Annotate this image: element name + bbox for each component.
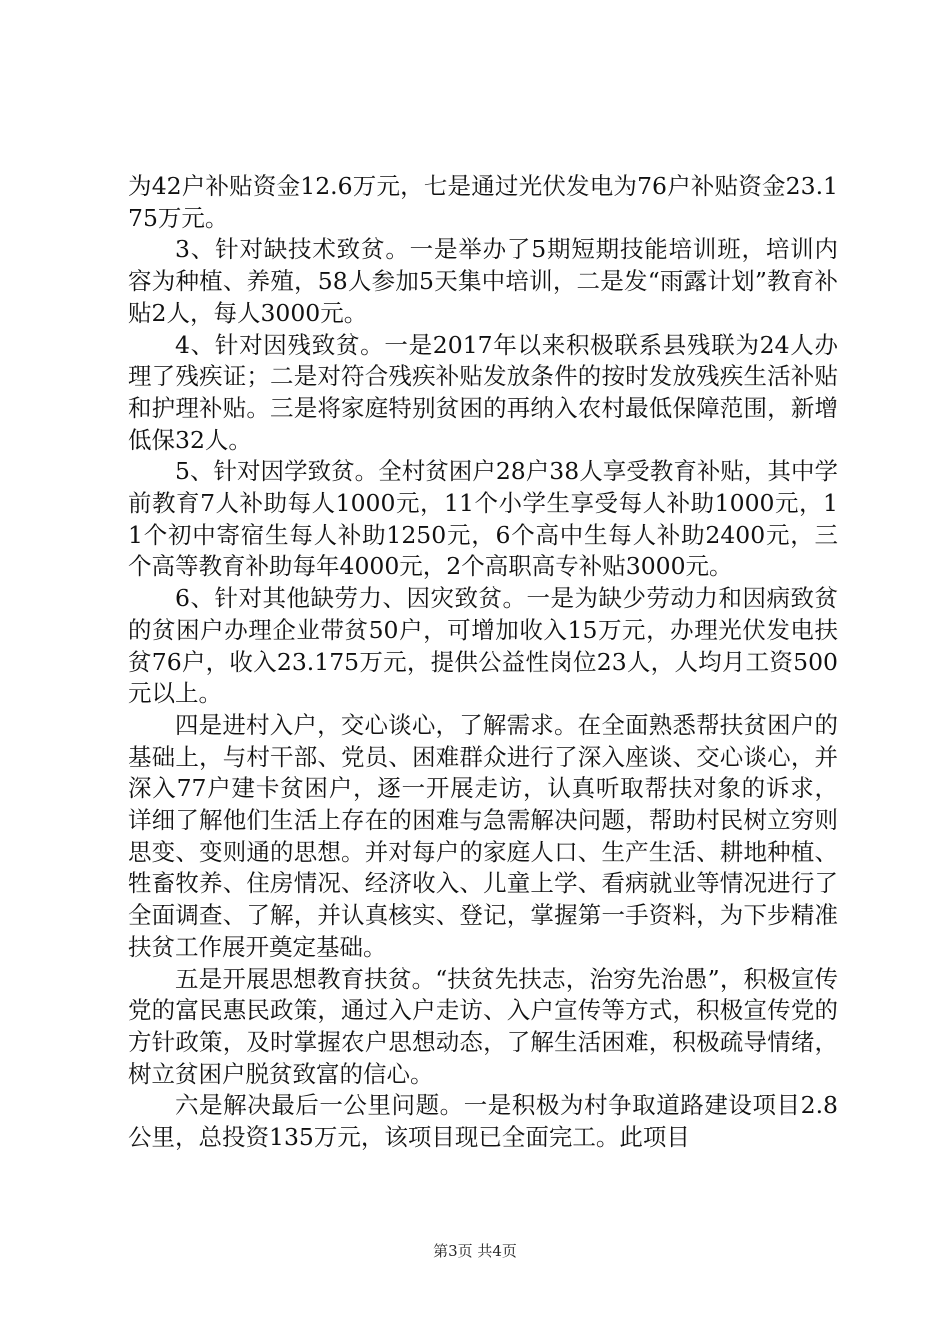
paragraph: 为42户补贴资金12.6万元，七是通过光伏发电为76户补贴资金23.175万元。 [128,172,838,232]
paragraph: 六是解决最后一公里问题。一是积极为村争取道路建设项目2.8公里，总投资135万元，该项目现已全面完工。此项目 [128,1091,838,1152]
document-body [128,171,838,1154]
paragraph: 5、针对因学致贫。全村贫困户28户38人享受教育补贴，其中学前教育7人补助每人1000元，11个小学生享受每人补助1000元，11个初中寄宿生每人补助1250元，6个高中生每人补助2400元，三个高等教育补助每年4000元，2个高职高专补贴3000元。 [128,457,838,581]
paragraph: 四是进村入户，交心谈心，了解需求。在全面熟悉帮扶贫困户的基础上，与村干部、党员、困难群众进行了深入座谈、交心谈心，并深入77户建卡贫困户，逐一开展走访，认真听取帮扶对象的诉求，详细了解他们生活上存在的困难与急需解决问题，帮助村民树立穷则思变、变则通的思想。并对每户的家庭人口、生产生活、耕地种植、牲畜牧养、住房情况、经济收入、儿童上学、看病就业等情况进行了全面调查、了解，并认真核实、登记，掌握第一手资料，为下步精准扶贫工作展开奠定基础。 [128,710,838,961]
paragraph: 4、针对因残致贫。一是2017年以来积极联系县残联为24人办理了残疾证；二是对符合残疾补贴发放条件的按时发放残疾生活补贴和护理补贴。三是将家庭特别贫困的再纳入农村最低保障范围，新增低保32人。 [128,330,838,454]
paragraph: 3、针对缺技术致贫。一是举办了5期短期技能培训班，培训内容为种植、养殖，58人参加5天集中培训，二是发“雨露计划”教育补贴2人，每人3000元。 [128,235,838,327]
page-footer: 第3页 共4页 [433,1242,517,1260]
paragraph: 五是开展思想教育扶贫。“扶贫先扶志，治穷先治愚”，积极宣传党的富民惠民政策，通过入户走访、入户宣传等方式，积极宣传党的方针政策，及时掌握农户思想动态，了解生活困难，积极疏导情绪，树立贫困户脱贫致富的信心。 [128,964,838,1088]
paragraph: 6、针对其他缺劳力、因灾致贫。一是为缺少劳动力和因病致贫的贫困户办理企业带贫50户，可增加收入15万元，办理光伏发电扶贫76户，收入23.175万元，提供公益性岗位23人，人均月工资500元以上。 [128,584,838,708]
